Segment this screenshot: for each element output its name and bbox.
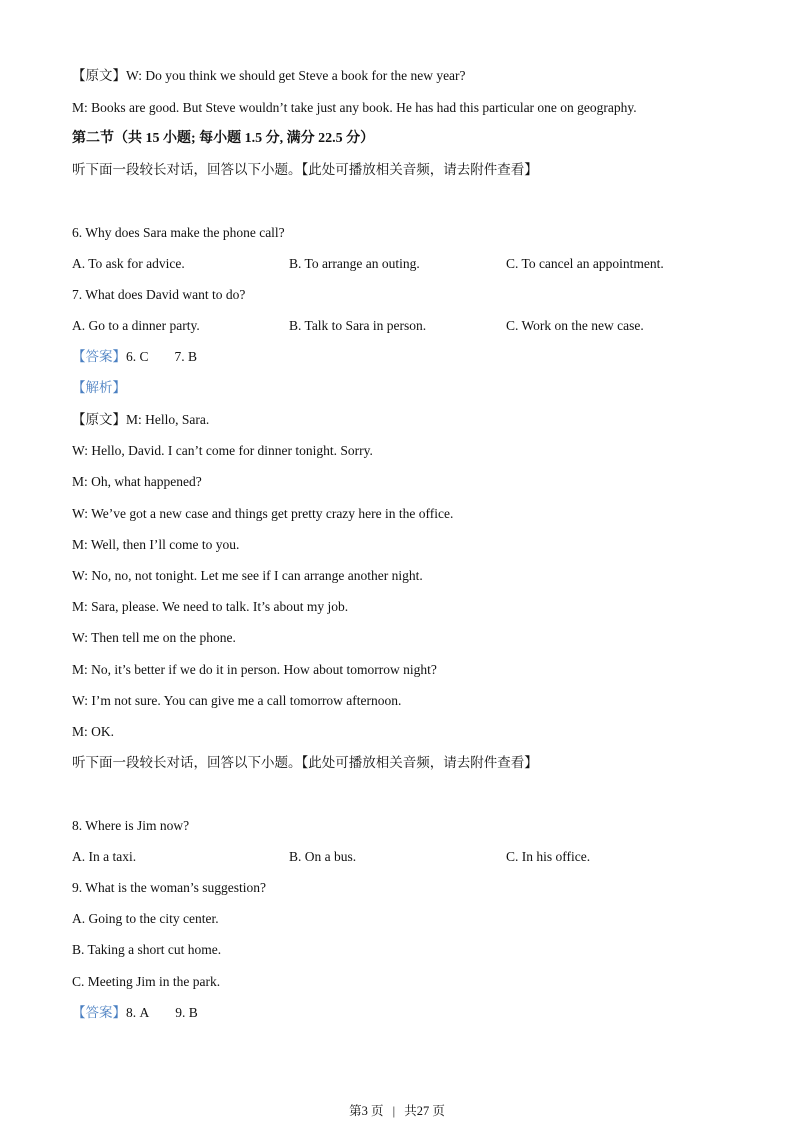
- transcript-line: W: Hello, David. I can’t come for dinner tonight. Sorry.: [72, 443, 373, 458]
- question-stem: 8. Where is Jim now?: [72, 818, 190, 833]
- footer-separator: |: [392, 1104, 396, 1118]
- question-stem: 7. What does David want to do?: [72, 287, 246, 302]
- answer-tag: 【答案】: [72, 349, 126, 364]
- yuanwen-tag: 【原文】: [72, 412, 126, 427]
- option-b: B. On a bus.: [289, 849, 357, 864]
- transcript-line: W: We’ve got a new case and things get pretty crazy here in the office.: [72, 506, 454, 521]
- transcript-line: 【原文】M: Hello, Sara.: [72, 412, 210, 427]
- transcript-line: W: No, no, not tonight. Let me see if I can arrange another night.: [72, 568, 423, 583]
- page-footer: [0, 1103, 794, 1119]
- option-b: B. Taking a short cut home.: [72, 942, 222, 957]
- section-heading: 第二节（共 15 小题; 每小题 1.5 分, 满分 22.5 分）: [72, 131, 375, 146]
- option-a: A. Going to the city center.: [72, 911, 219, 926]
- option-c: C. Work on the new case.: [506, 318, 644, 333]
- option-b: B. Talk to Sara in person.: [289, 318, 427, 333]
- yuanwen-tag: 【原文】: [72, 68, 126, 83]
- option-a: A. In a taxi.: [72, 849, 137, 864]
- option-b: B. To arrange an outing.: [289, 256, 420, 271]
- transcript-line: W: I’m not sure. You can give me a call tomorrow afternoon.: [72, 693, 402, 708]
- question-stem: 9. What is the woman’s suggestion?: [72, 880, 266, 895]
- option-a: A. Go to a dinner party.: [72, 318, 200, 333]
- transcript-line: M: Oh, what happened?: [72, 474, 202, 489]
- section-instruction: 听下面一段较长对话，回答以下小题。【此处可播放相关音频，请去附件查看】: [72, 755, 538, 770]
- option-c: C. To cancel an appointment.: [506, 256, 664, 271]
- answer-line: 【答案】8. A 9. B: [72, 1005, 198, 1020]
- transcript-line: 【原文】W: Do you think we should get Steve a book for the new year?: [72, 68, 466, 83]
- page-total: 共27 页: [404, 1104, 445, 1118]
- transcript-line: W: Then tell me on the phone.: [72, 630, 236, 645]
- question-stem: 6. Why does Sara make the phone call?: [72, 225, 285, 240]
- transcript-line: M: Sara, please. We need to talk. It’s about my job.: [72, 599, 349, 614]
- answer-tag: 【答案】: [72, 1005, 126, 1020]
- transcript-line: M: Books are good. But Steve wouldn’t take just any book. He has had this particular one on geography.: [72, 100, 637, 115]
- option-a: A. To ask for advice.: [72, 256, 185, 271]
- answer-line: 【答案】6. C 7. B: [72, 349, 198, 364]
- transcript-line: M: No, it’s better if we do it in person. How about tomorrow night?: [72, 662, 437, 677]
- transcript-line: M: Well, then I’ll come to you.: [72, 537, 240, 552]
- option-c: C. In his office.: [506, 849, 591, 864]
- page-number: 第3 页: [349, 1104, 384, 1118]
- section-instruction: 听下面一段较长对话，回答以下小题。【此处可播放相关音频，请去附件查看】: [72, 162, 538, 177]
- analysis-tag: 【解析】: [72, 380, 126, 395]
- option-c: C. Meeting Jim in the park.: [72, 974, 221, 989]
- transcript-line: M: OK.: [72, 724, 115, 739]
